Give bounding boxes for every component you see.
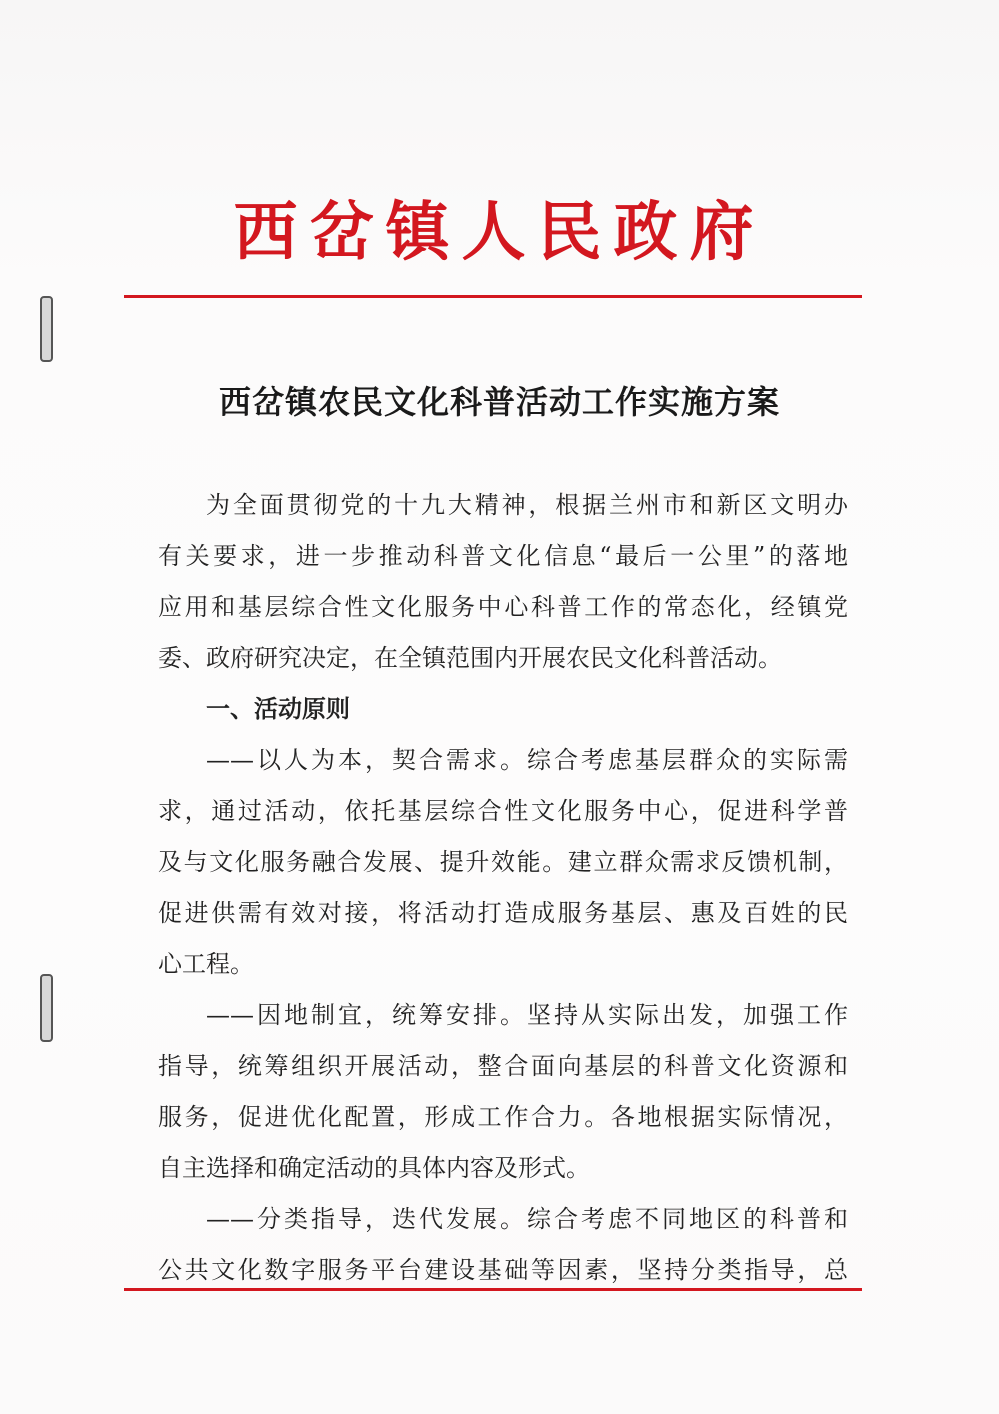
letterhead: 西岔镇人民政府 (233, 195, 766, 270)
paragraph-line: 促进供需有效对接，将活动打造成服务基层、惠及百姓的民 (158, 899, 848, 927)
section-heading: 一、活动原则 (206, 695, 350, 723)
paragraph-line: 委、政府研究决定，在全镇范围内开展农民文化科普活动。 (158, 644, 782, 672)
paragraph-line: ——分类指导，迭代发展。综合考虑不同地区的科普和 (206, 1205, 848, 1233)
paragraph-line: 自主选择和确定活动的具体内容及形式。 (158, 1154, 590, 1182)
footer-red-rule (124, 1288, 862, 1291)
letterhead-red-rule (124, 295, 862, 298)
paragraph-line: 指导，统筹组织开展活动，整合面向基层的科普文化资源和 (158, 1052, 848, 1080)
paragraph-line: 心工程。 (158, 950, 254, 978)
staple-bottom (40, 974, 53, 1042)
staple-top (40, 296, 53, 362)
paragraph-line: 应用和基层综合性文化服务中心科普工作的常态化，经镇党 (158, 593, 848, 621)
paragraph-line: 求，通过活动，依托基层综合性文化服务中心，促进科学普 (158, 797, 848, 825)
paragraph-line: 为全面贯彻党的十九大精神，根据兰州市和新区文明办 (206, 491, 848, 519)
paragraph-line: 有关要求，进一步推动科普文化信息“最后一公里”的落地 (158, 542, 848, 570)
paragraph-line: ——因地制宜，统筹安排。坚持从实际出发，加强工作 (206, 1001, 848, 1029)
paragraph-line: 服务，促进优化配置，形成工作合力。各地根据实际情况， (158, 1103, 848, 1131)
paragraph-line: 公共文化数字服务平台建设基础等因素，坚持分类指导，总 (158, 1256, 848, 1284)
paragraph-line: ——以人为本，契合需求。综合考虑基层群众的实际需 (206, 746, 848, 774)
document-body (158, 480, 848, 1296)
paragraph-line: 及与文化服务融合发展、提升效能。建立群众需求反馈机制， (158, 848, 848, 876)
document-title: 西岔镇农民文化科普活动工作实施方案 (218, 383, 780, 421)
